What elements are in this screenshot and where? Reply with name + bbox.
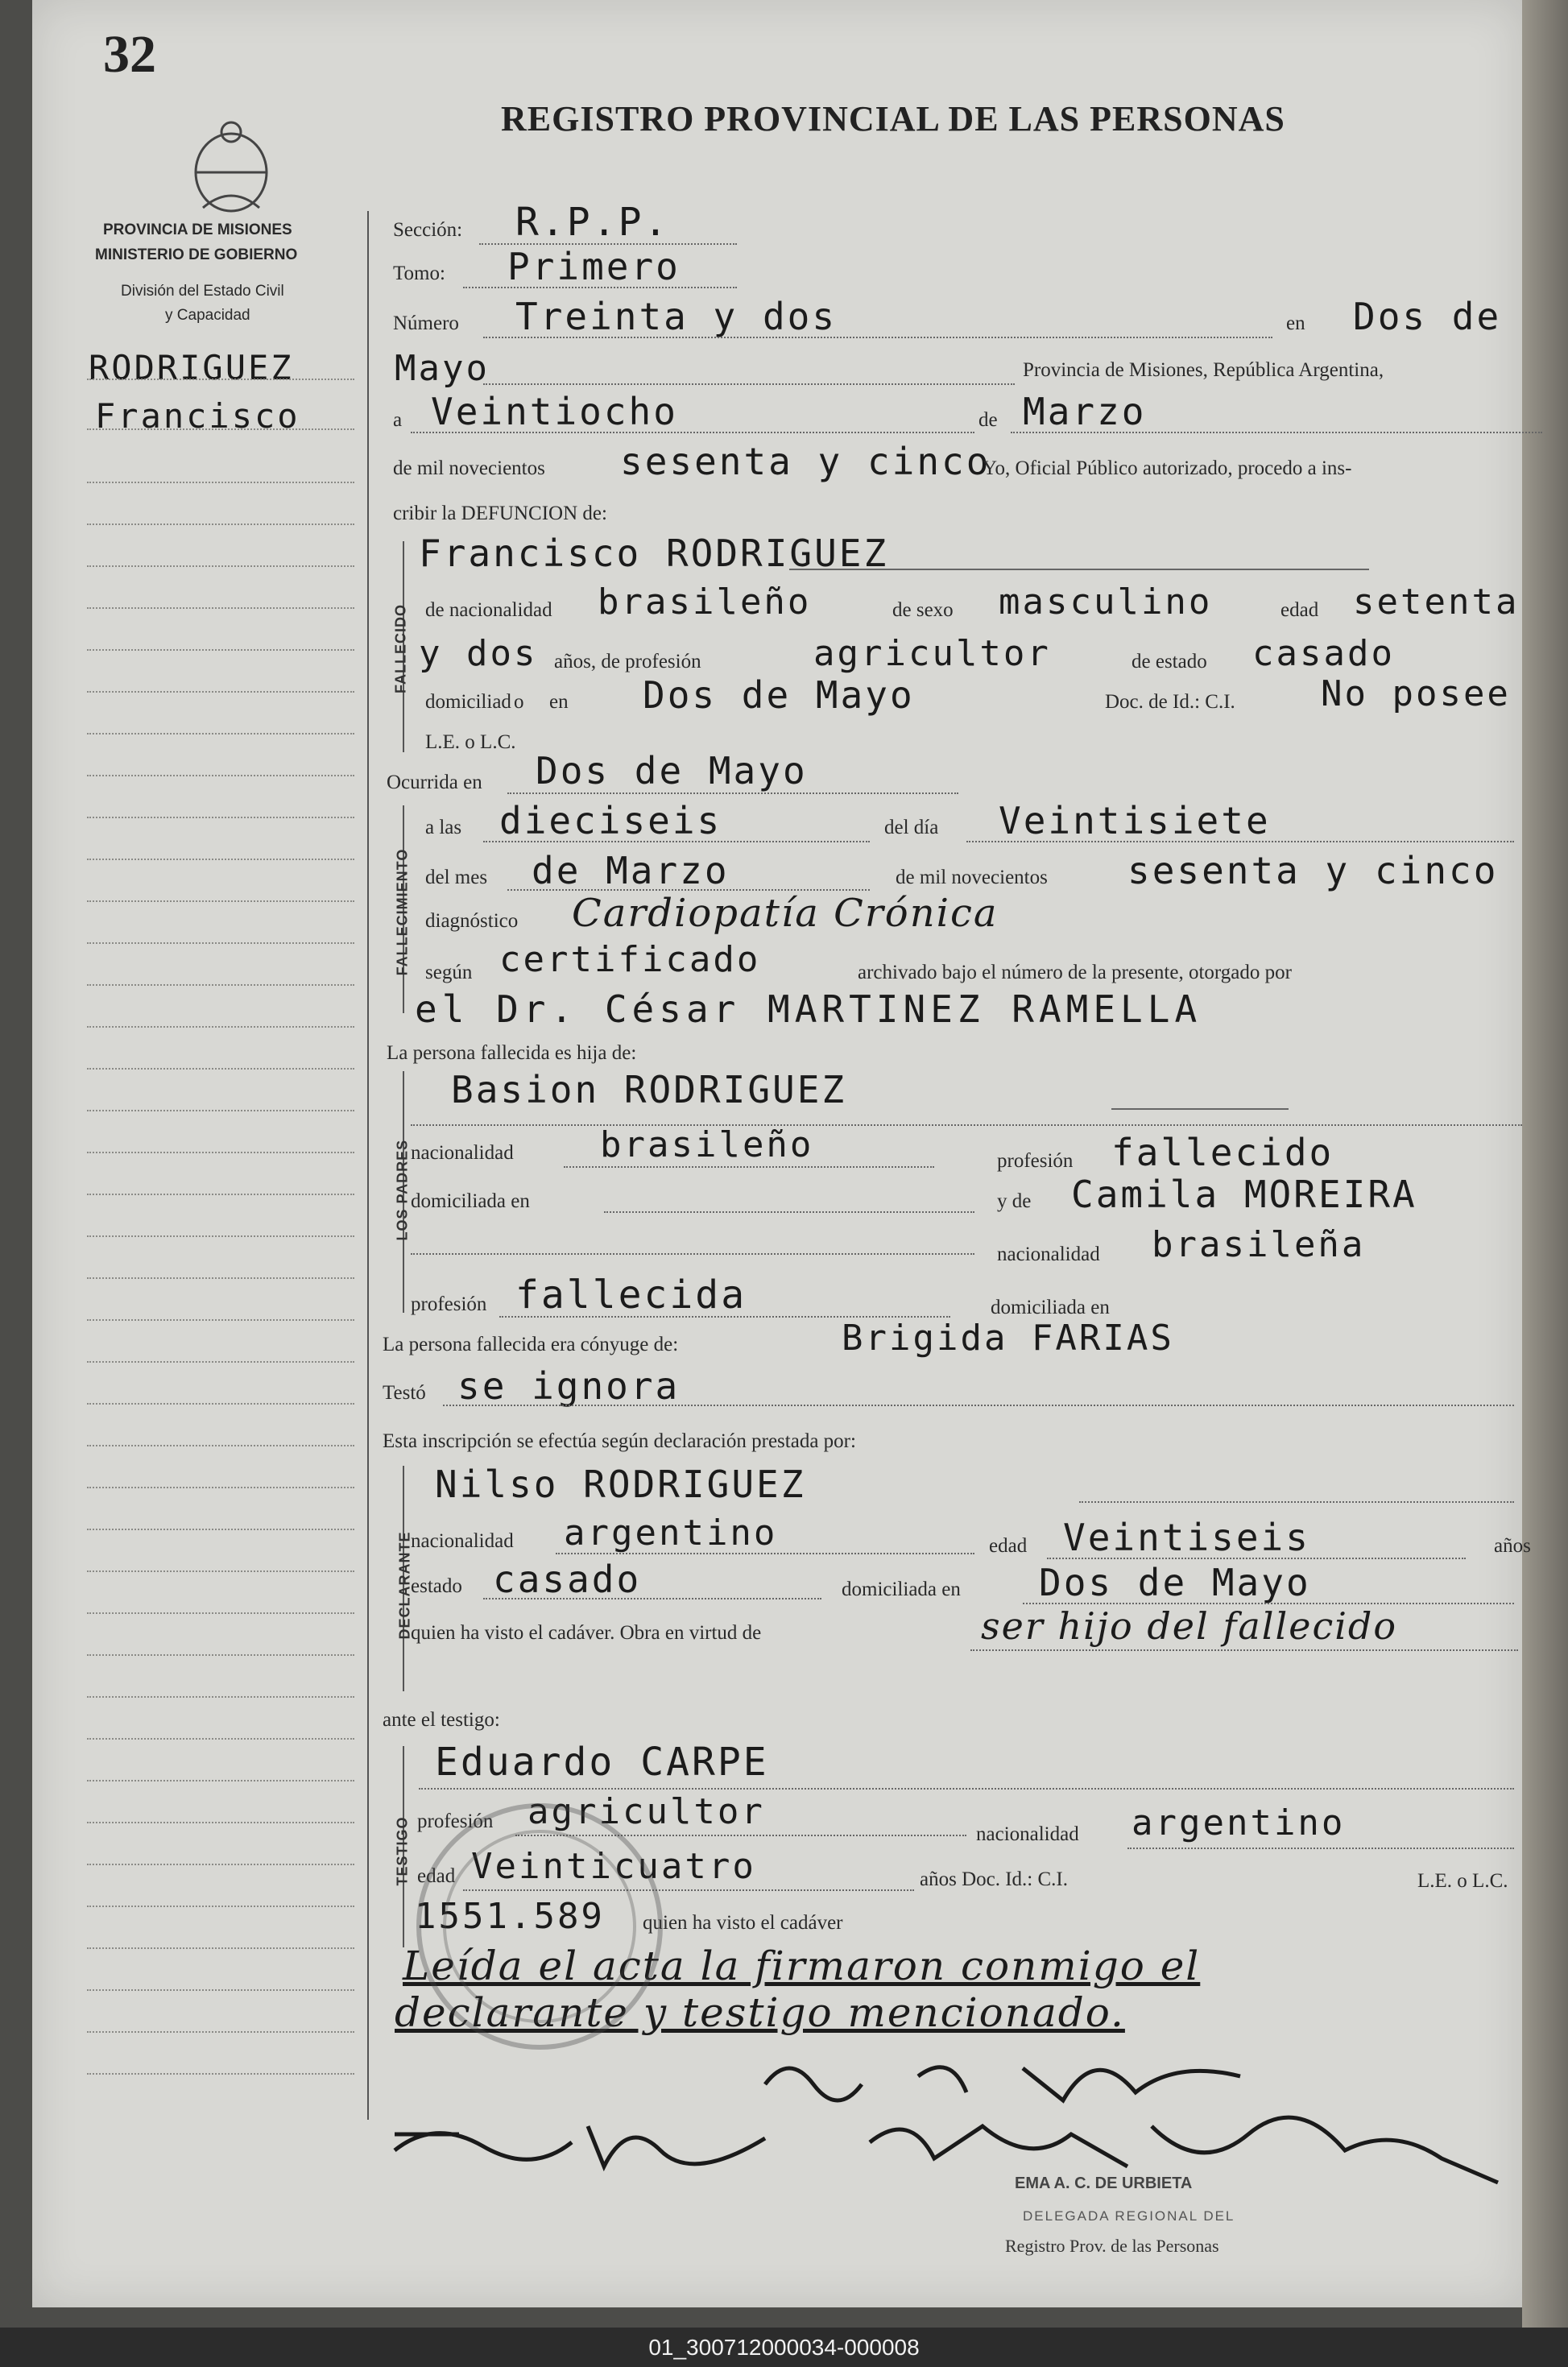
value-seccion: R.P.P. <box>515 200 670 245</box>
value-madre: Camila MOREIRA <box>1071 1173 1417 1216</box>
value-anio: sesenta y cinco <box>620 440 991 483</box>
page-number: 32 <box>103 25 156 84</box>
value-lugar-1: Dos de <box>1353 295 1502 338</box>
label-ante-testigo: ante el testigo: <box>383 1709 500 1731</box>
value-test-nacionalidad: argentino <box>1132 1802 1346 1844</box>
value-madre-profesion: fallecida <box>515 1272 747 1318</box>
value-edad-2: y dos <box>419 633 538 674</box>
label-oficial: Yo, Oficial Público autorizado, procedo a ins- <box>983 457 1352 479</box>
side-label-fallecido: FALLECIDO <box>392 604 409 693</box>
value-sexo: masculino <box>999 581 1213 623</box>
value-domiciliado-sufijo: o <box>514 691 524 713</box>
label-padre-profesion: profesión <box>997 1150 1074 1172</box>
value-cierre-1: Leída el acta la firmaron conmigo el <box>403 1943 1201 1989</box>
value-testo: se ignora <box>457 1364 681 1408</box>
margin-surname: RODRIGUEZ <box>89 348 294 387</box>
value-decl-nacionalidad: argentino <box>564 1512 778 1554</box>
label-mil-novecientos: de mil novecientos <box>393 457 545 479</box>
label-test-visto: quien ha visto el cadáver <box>643 1912 843 1934</box>
label-segun: según <box>425 962 473 983</box>
stamp-role: DELEGADA REGIONAL DEL <box>1023 2208 1235 2224</box>
value-padre-profesion: fallecido <box>1111 1131 1334 1174</box>
label-test-doc-id: años Doc. Id.: C.I. <box>920 1868 1068 1890</box>
stamp-office: Registro Prov. de las Personas <box>1005 2236 1219 2256</box>
label-test-le-lc: L.E. o L.C. <box>1417 1870 1508 1892</box>
value-mes: Marzo <box>1023 390 1147 433</box>
value-test-profesion: agricultor <box>527 1791 765 1832</box>
label-del-dia: del día <box>884 817 939 838</box>
value-declarante: Nilso RODRIGUEZ <box>435 1463 806 1506</box>
label-provincia: Provincia de Misiones, República Argentina, <box>1023 359 1384 381</box>
label-numero: Número <box>393 312 459 334</box>
value-dia-fallec: Veintisiete <box>999 799 1271 842</box>
value-hora: dieciseis <box>499 799 722 842</box>
witness-signature-icon <box>387 2102 789 2175</box>
value-medico: el Dr. César MARTINEZ RAMELLA <box>415 987 1202 1031</box>
label-test-profesion: profesión <box>417 1810 494 1832</box>
label-doc-id: Doc. de Id.: C.I. <box>1105 691 1235 713</box>
value-anio-fallec: sesenta y cinco <box>1127 849 1499 892</box>
ministry-name: MINISTERIO DE GOBIERNO <box>95 246 298 263</box>
stamp-name: EMA A. C. DE URBIETA <box>1015 2175 1193 2192</box>
value-testigo: Eduardo CARPE <box>435 1740 769 1785</box>
value-estado: casado <box>1252 633 1395 674</box>
label-a-las: a las <box>425 817 462 838</box>
value-test-ci: 1551.589 <box>415 1896 605 1937</box>
page-title: REGISTRO PROVINCIAL DE LAS PERSONAS <box>501 99 1285 139</box>
label-conyuge: La persona fallecida era cónyuge de: <box>383 1334 679 1355</box>
label-decl-edad: edad <box>989 1535 1028 1557</box>
value-nacionalidad: brasileño <box>598 581 812 623</box>
side-label-testigo: TESTIGO <box>394 1816 411 1886</box>
label-decl-nacionalidad: nacionalidad <box>411 1530 514 1552</box>
label-tomo: Tomo: <box>393 263 445 284</box>
value-padre: Basion RODRIGUEZ <box>451 1068 847 1111</box>
value-domicilio: Dos de Mayo <box>643 673 915 717</box>
label-decl-anos: años <box>1494 1535 1531 1557</box>
label-anos-profesion: años, de profesión <box>554 651 701 672</box>
value-decl-domicilio: Dos de Mayo <box>1039 1561 1311 1604</box>
label-decl-domiciliada: domiciliada en <box>842 1579 961 1600</box>
label-madre-nacionalidad: nacionalidad <box>997 1244 1100 1265</box>
book-binding <box>1522 0 1568 2328</box>
label-ocurrida: Ocurrida en <box>387 772 482 793</box>
label-cribir: cribir la DEFUNCION de: <box>393 503 607 524</box>
side-label-declarante: DECLARANTE <box>396 1531 413 1640</box>
label-le-lc: L.E. o L.C. <box>425 731 516 753</box>
value-edad-1: setenta <box>1353 581 1520 623</box>
label-nacionalidad: de nacionalidad <box>425 599 552 621</box>
value-fallecido-nombre: Francisco RODRIGUEZ <box>419 532 889 575</box>
value-decl-estado: casado <box>493 1558 642 1601</box>
label-padre-nacionalidad: nacionalidad <box>411 1142 514 1164</box>
value-conyuge: Brigida FARIAS <box>842 1318 1174 1359</box>
value-test-edad: Veinticuatro <box>471 1846 756 1887</box>
value-documento: No posee <box>1321 673 1511 714</box>
label-decl-estado: estado <box>411 1575 462 1597</box>
capacity-name: y Capacidad <box>165 307 250 324</box>
label-en: en <box>1286 312 1305 334</box>
image-caption: 01_300712000034-000008 <box>0 2328 1568 2367</box>
label-a: a <box>393 409 403 431</box>
value-profesion: agricultor <box>813 633 1051 674</box>
label-domicilio-en: en <box>549 691 569 713</box>
side-label-padres: LOS PADRES <box>394 1139 411 1241</box>
label-inscripcion: Esta inscripción se efectúa según declaración prestada por: <box>383 1430 856 1452</box>
value-madre-nacionalidad: brasileña <box>1152 1224 1366 1265</box>
label-seccion: Sección: <box>393 219 463 241</box>
value-numero: Treinta y dos <box>515 295 838 338</box>
label-madre-domiciliada: domiciliada en <box>991 1297 1110 1318</box>
division-name: División del Estado Civil <box>121 283 284 300</box>
official-seal-icon <box>403 1790 676 2063</box>
value-padre-nacionalidad: brasileño <box>600 1124 814 1165</box>
label-hija-de: La persona fallecida es hija de: <box>387 1042 637 1064</box>
label-edad: edad <box>1280 599 1319 621</box>
label-madre-profesion: profesión <box>411 1293 487 1315</box>
label-mil-novecientos-2: de mil novecientos <box>896 867 1048 888</box>
side-label-fallecimiento: FALLECIMIENTO <box>394 848 411 976</box>
label-diagnostico: diagnóstico <box>425 910 519 932</box>
label-y-de: y de <box>997 1190 1032 1212</box>
value-mes-fallec: de Marzo <box>532 849 730 892</box>
label-domiciliado: domiciliad <box>425 691 511 713</box>
label-test-nacionalidad: nacionalidad <box>976 1823 1079 1845</box>
value-diagnostico: Cardiopatía Crónica <box>572 891 999 936</box>
value-segun: certificado <box>499 939 761 980</box>
value-ocurrida: Dos de Mayo <box>536 749 808 792</box>
value-decl-virtud: ser hijo del fallecido <box>981 1604 1398 1648</box>
label-sexo: de sexo <box>892 599 954 621</box>
label-archivado: archivado bajo el número de la presente, otorgado por <box>858 962 1292 983</box>
margin-given-name: Francisco <box>95 396 300 436</box>
label-padre-domiciliada: domiciliada en <box>411 1190 530 1212</box>
label-de: de <box>978 409 998 431</box>
value-cierre-2: declarante y testigo mencionado. <box>395 1989 1125 2036</box>
label-decl-visto: quien ha visto el cadáver. Obra en virtud de <box>411 1622 762 1644</box>
label-test-edad: edad <box>417 1865 456 1887</box>
value-lugar-2: Mayo <box>395 348 490 389</box>
value-tomo: Primero <box>507 245 681 288</box>
value-dia: Veintiocho <box>431 390 678 433</box>
province-name: PROVINCIA DE MISIONES <box>103 221 292 238</box>
label-testo: Testó <box>383 1382 426 1404</box>
label-estado: de estado <box>1132 651 1207 672</box>
coat-of-arms-icon <box>179 119 283 216</box>
label-del-mes: del mes <box>425 867 488 888</box>
value-decl-edad: Veintiseis <box>1063 1516 1310 1559</box>
